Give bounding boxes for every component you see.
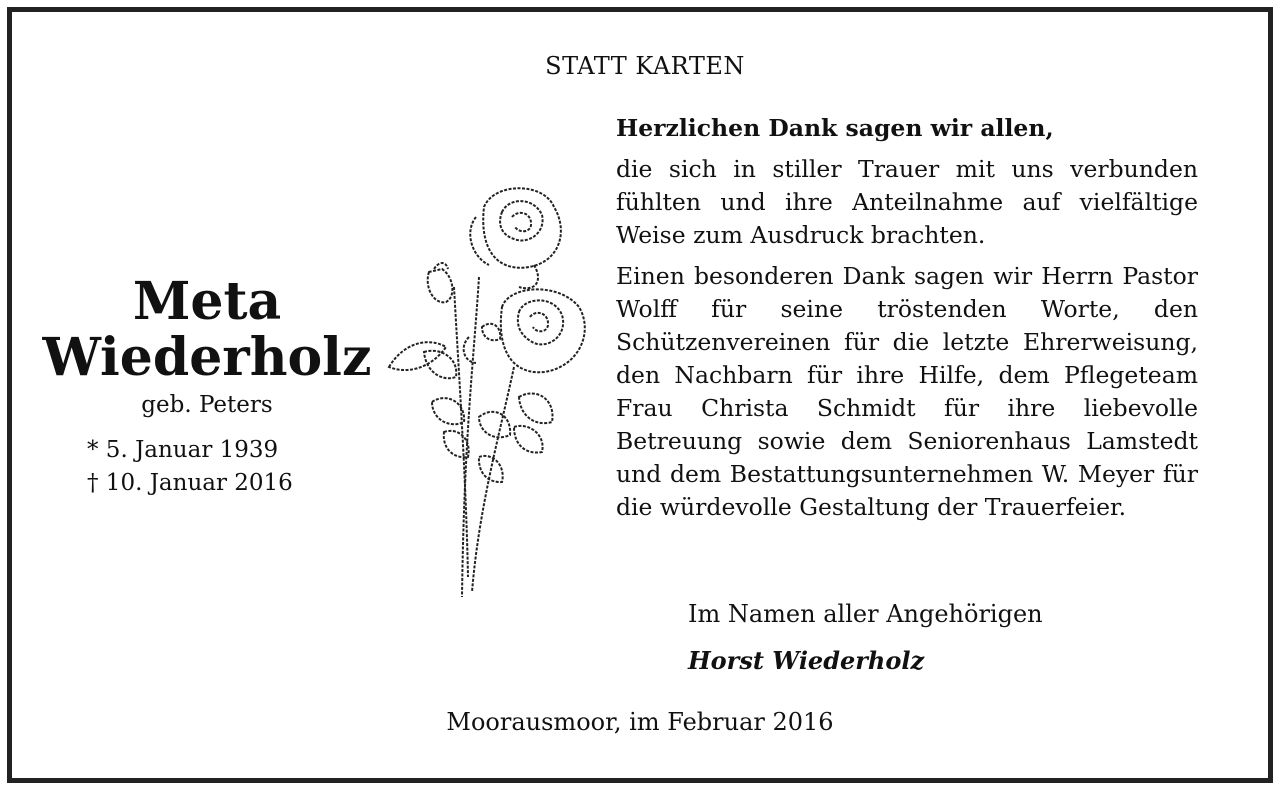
- deceased-first-name: Meta: [132, 271, 282, 332]
- birth-date: * 5. Januar 1939: [87, 437, 279, 463]
- closing-line: Im Namen aller Angehörigen: [688, 600, 1043, 628]
- thanks-paragraph-2: Einen besonderen Dank sagen wir Herrn Pastor Wolff für seine tröstenden Worte, den Schützenvereinen für die letzte Ehrerweisung, den Nachbarn für ihre Hilfe, dem Pflegeteam Frau Christa Schmidt für ihre liebevolle Betreuung sowie dem Seniorenhaus Lamstedt und dem Bestattungsunternehmen W. Meyer für die würdevolle Gestaltung der Trauerfeier.: [616, 262, 1198, 521]
- thanks-lead: Herzlichen Dank sagen wir allen,: [616, 114, 1054, 142]
- deceased-name-block: [42, 271, 372, 418]
- death-date: † 10. Januar 2016: [87, 470, 293, 496]
- life-dates: [87, 434, 293, 500]
- thanks-text-column: [616, 112, 1198, 532]
- roses-illustration-icon: [384, 177, 599, 602]
- notice-heading: STATT KARTEN: [545, 52, 745, 80]
- maiden-name: geb. Peters: [141, 392, 273, 418]
- signature: Horst Wiederholz: [688, 646, 925, 675]
- thanks-paragraph-1: die sich in stiller Trauer mit uns verbunden fühlten und ihre Anteilnahme auf vielfältige Weise zum Ausdruck brachten.: [616, 155, 1198, 249]
- place-date: Moorausmoor, im Februar 2016: [446, 708, 834, 736]
- deceased-last-name: Wiederholz: [42, 327, 372, 388]
- notice-frame: [7, 7, 1273, 783]
